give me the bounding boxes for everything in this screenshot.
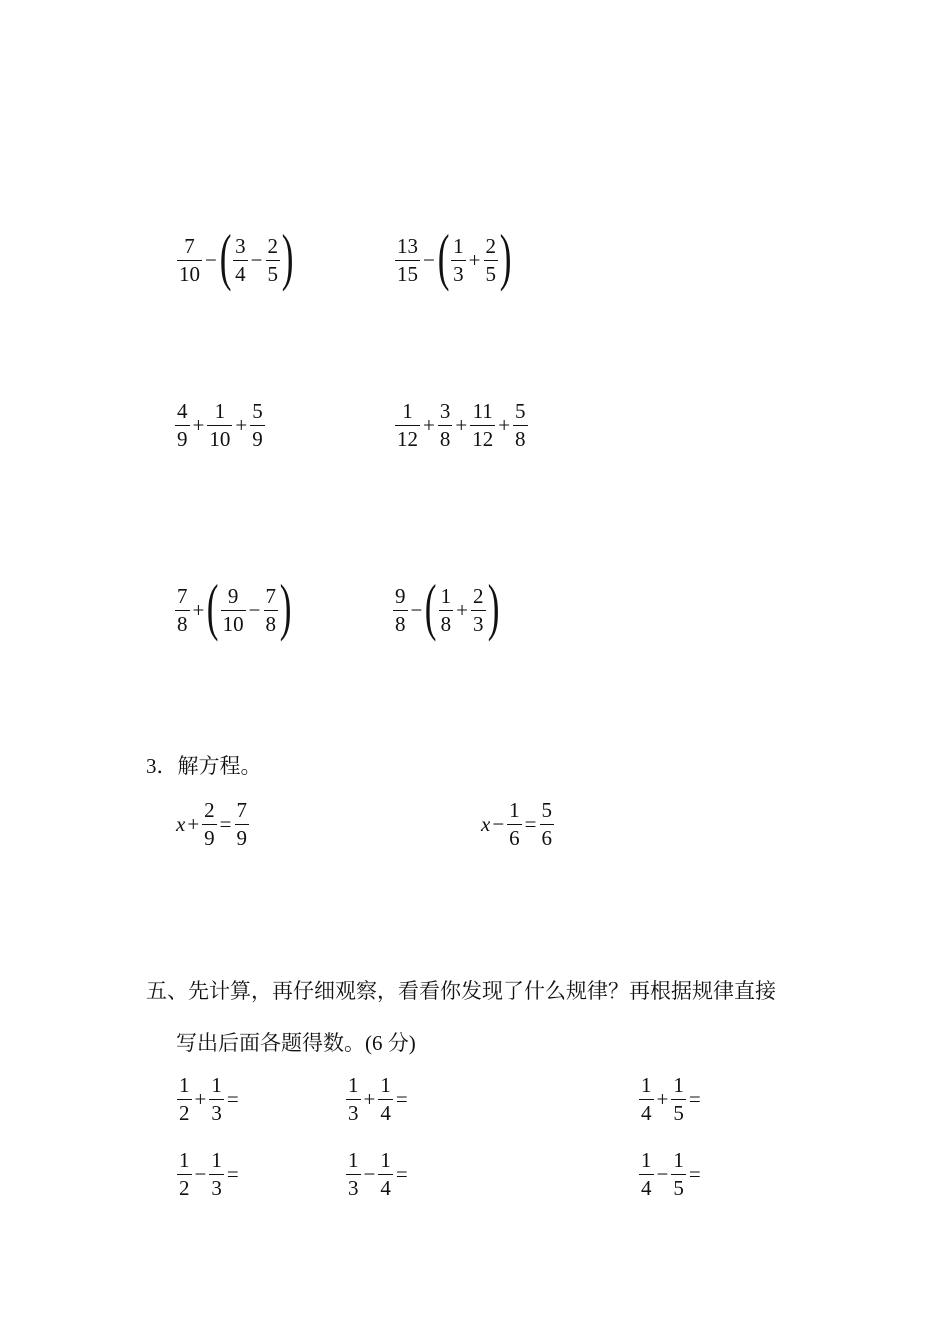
fraction: $\frac{1}{3}$ [211,1073,222,1125]
fraction: $\frac{7}{9}$ [236,798,248,850]
fraction: $\frac{1}{5}$ [673,1148,684,1200]
fraction: $\frac{1}{12}$ [397,399,418,451]
fraction: $\frac{11}{12}$ [472,399,494,451]
exercise-2: $\frac{13}{15}$ − ( $\frac{1}{3}$ + $\frac{2}{5}$ ) [397,221,512,292]
fraction: $\frac{7}{8}$ [265,583,276,636]
exercise-6: $\frac{9}{8}$ − ( $\frac{1}{8}$ + $\frac{2}{3}$ ) [395,571,500,642]
exercise-5: $\frac{7}{8}$ + ( $\frac{9}{10}$ − $\frac{7}{8}$ ) [177,571,292,642]
problem-2: $\frac{1}{3}$ + $\frac{1}{4}$ = [348,1073,408,1125]
fraction: $\frac{2}{5}$ [267,233,278,286]
equation-2: x − $\frac{1}{6}$ = $\frac{5}{6}$ [481,798,553,850]
fraction: $\frac{2}{5}$ [485,233,496,286]
fraction: $\frac{2}{3}$ [473,583,484,636]
exercise-3: $\frac{4}{9}$ + $\frac{1}{10}$ + $\frac{5}{9}$ [177,399,263,451]
fraction: $\frac{1}{3}$ [453,233,464,286]
fraction: $\frac{1}{2}$ [179,1148,190,1200]
fraction: $\frac{2}{9}$ [204,798,215,850]
exercise-4: $\frac{1}{12}$ + $\frac{3}{8}$ + $\frac{11}{12}$ + $\frac{5}{8}$ [397,399,526,451]
problem-3: $\frac{1}{4}$ + $\frac{1}{5}$ = [641,1073,701,1125]
fraction: $\frac{9}{8}$ [395,583,406,636]
problem-4: $\frac{1}{2}$ − $\frac{1}{3}$ = [179,1148,239,1200]
problem-6: $\frac{1}{4}$ − $\frac{1}{5}$ = [641,1148,701,1200]
fraction: $\frac{1}{3}$ [348,1148,359,1200]
fraction: $\frac{1}{3}$ [211,1148,222,1200]
fraction: $\frac{3}{4}$ [235,233,246,286]
fraction: $\frac{1}{3}$ [348,1073,359,1125]
fraction: $\frac{13}{15}$ [397,233,418,286]
fraction: $\frac{1}{4}$ [641,1148,652,1200]
fraction: $\frac{5}{8}$ [515,399,526,451]
section-5-heading-line-2: 写出后面各题得数。(6 分) [176,1031,416,1055]
fraction: $\frac{1}{10}$ [209,399,231,451]
fraction: $\frac{1}{8}$ [440,583,452,636]
fraction: $\frac{1}{4}$ [380,1148,391,1200]
fraction: $\frac{1}{6}$ [509,798,520,850]
fraction: $\frac{3}{8}$ [439,399,451,451]
fraction: $\frac{5}{9}$ [252,399,263,451]
problem-1: $\frac{1}{2}$ + $\frac{1}{3}$ = [179,1073,239,1125]
section-3-heading: 3．解方程。 [146,754,262,778]
equation-1: x + $\frac{2}{9}$ = $\frac{7}{9}$ [176,798,248,850]
fraction: $\frac{7}{8}$ [177,583,188,636]
problem-5: $\frac{1}{3}$ − $\frac{1}{4}$ = [348,1148,408,1200]
exercise-1: $\frac{7}{10}$ − ( $\frac{3}{4}$ − $\frac{2}{5}$ ) [179,221,294,292]
fraction: $\frac{9}{10}$ [222,583,244,636]
fraction: $\frac{1}{2}$ [179,1073,190,1125]
fraction: $\frac{1}{4}$ [380,1073,391,1125]
fraction: $\frac{1}{4}$ [641,1073,652,1125]
fraction: $\frac{5}{6}$ [541,798,553,850]
fraction: $\frac{1}{5}$ [673,1073,684,1125]
section-5-heading-line-1: 五、先计算，再仔细观察，看看你发现了什么规律？再根据规律直接 [146,979,776,1003]
fraction: $\frac{7}{10}$ [179,233,200,286]
fraction: $\frac{4}{9}$ [177,399,188,451]
